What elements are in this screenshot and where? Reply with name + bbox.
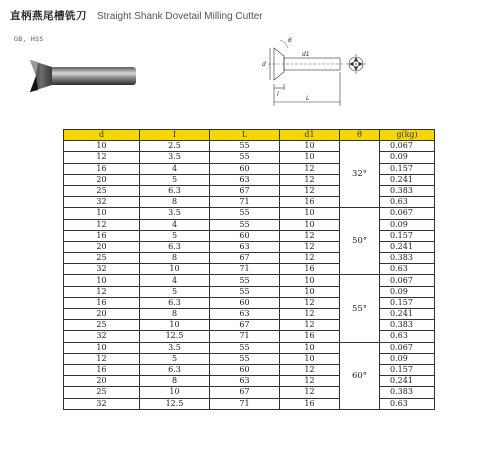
cell-i: 5 <box>140 174 210 185</box>
cell-i: 5 <box>140 353 210 364</box>
cell-weight: 0.383 <box>380 320 435 331</box>
cell-weight: 0.157 <box>380 230 435 241</box>
cell-d1: 12 <box>280 364 340 375</box>
cell-d: 10 <box>64 141 140 152</box>
cell-l: 63 <box>210 174 280 185</box>
cell-l: 55 <box>210 275 280 286</box>
cell-l: 67 <box>210 320 280 331</box>
cell-d1: 10 <box>280 208 340 219</box>
cell-l: 71 <box>210 197 280 208</box>
table-row <box>64 297 435 308</box>
cell-d1: 16 <box>280 264 340 275</box>
cell-d1: 16 <box>280 331 340 342</box>
cell-l: 60 <box>210 364 280 375</box>
dim-l: l <box>277 91 279 98</box>
cell-i: 4 <box>140 219 210 230</box>
cell-l: 60 <box>210 297 280 308</box>
cell-l: 71 <box>210 264 280 275</box>
cell-l: 55 <box>210 219 280 230</box>
cell-i: 10 <box>140 387 210 398</box>
table-row <box>64 241 435 252</box>
cell-l: 55 <box>210 208 280 219</box>
cell-i: 8 <box>140 197 210 208</box>
cell-angle: 55° <box>340 275 380 342</box>
col-header-weight: g(kg) <box>380 130 435 141</box>
table-row <box>64 275 435 286</box>
dim-theta: θ <box>288 37 292 44</box>
cell-weight: 0.157 <box>380 163 435 174</box>
cell-d1: 10 <box>280 219 340 230</box>
table-row <box>64 230 435 241</box>
cell-l: 63 <box>210 309 280 320</box>
cell-d1: 10 <box>280 275 340 286</box>
cell-i: 6.3 <box>140 364 210 375</box>
cell-d: 20 <box>64 241 140 252</box>
cell-i: 4 <box>140 275 210 286</box>
table-row <box>64 353 435 364</box>
cell-d: 10 <box>64 208 140 219</box>
cell-weight: 0.63 <box>380 398 435 409</box>
cell-d1: 16 <box>280 197 340 208</box>
cell-weight: 0.067 <box>380 275 435 286</box>
cell-d1: 10 <box>280 342 340 353</box>
table-row <box>64 398 435 409</box>
cell-i: 12.5 <box>140 398 210 409</box>
material-standard: GB, HSS <box>14 35 44 43</box>
title-row <box>10 8 263 23</box>
cell-weight: 0.09 <box>380 353 435 364</box>
table-row <box>64 208 435 219</box>
cell-d1: 12 <box>280 185 340 196</box>
cell-l: 55 <box>210 342 280 353</box>
cell-d: 32 <box>64 398 140 409</box>
cell-weight: 0.09 <box>380 219 435 230</box>
cell-d: 10 <box>64 275 140 286</box>
cell-weight: 0.09 <box>380 286 435 297</box>
cell-d: 20 <box>64 309 140 320</box>
spec-table <box>63 129 435 410</box>
table-body <box>64 141 435 410</box>
cell-d: 25 <box>64 253 140 264</box>
table-row <box>64 163 435 174</box>
col-header-d: d <box>64 130 140 141</box>
cell-weight: 0.09 <box>380 152 435 163</box>
cell-l: 67 <box>210 253 280 264</box>
cell-d1: 12 <box>280 387 340 398</box>
cell-i: 6.3 <box>140 297 210 308</box>
table-row <box>64 331 435 342</box>
cell-d: 10 <box>64 342 140 353</box>
table-row <box>64 253 435 264</box>
cell-i: 6.3 <box>140 241 210 252</box>
cell-d1: 12 <box>280 253 340 264</box>
cell-weight: 0.63 <box>380 264 435 275</box>
table-row <box>64 174 435 185</box>
cell-d1: 12 <box>280 320 340 331</box>
cell-weight: 0.63 <box>380 197 435 208</box>
title-chinese: 直柄燕尾槽铣刀 <box>10 10 87 22</box>
cell-i: 5 <box>140 286 210 297</box>
cell-l: 63 <box>210 376 280 387</box>
title-english: Straight Shank Dovetail Milling Cutter <box>97 11 263 22</box>
cell-i: 8 <box>140 309 210 320</box>
table-row <box>64 197 435 208</box>
table-row <box>64 152 435 163</box>
cell-weight: 0.157 <box>380 364 435 375</box>
cell-d1: 12 <box>280 163 340 174</box>
cell-d: 12 <box>64 219 140 230</box>
cell-i: 6.3 <box>140 185 210 196</box>
cell-l: 60 <box>210 230 280 241</box>
col-header-i: I <box>140 130 210 141</box>
cell-i: 10 <box>140 264 210 275</box>
cell-d: 25 <box>64 320 140 331</box>
cell-i: 3.5 <box>140 342 210 353</box>
cell-d: 25 <box>64 387 140 398</box>
cell-d1: 10 <box>280 353 340 364</box>
cell-d1: 12 <box>280 297 340 308</box>
dim-L: L <box>306 95 310 102</box>
col-header-angle: θ <box>340 130 380 141</box>
col-header-l: L <box>210 130 280 141</box>
cell-i: 5 <box>140 230 210 241</box>
cell-d1: 10 <box>280 152 340 163</box>
cell-d1: 12 <box>280 230 340 241</box>
cell-d1: 12 <box>280 309 340 320</box>
cell-d1: 16 <box>280 398 340 409</box>
cell-l: 63 <box>210 241 280 252</box>
cell-angle: 50° <box>340 208 380 275</box>
cell-d1: 10 <box>280 286 340 297</box>
cell-i: 8 <box>140 376 210 387</box>
cell-d: 12 <box>64 152 140 163</box>
cell-d1: 12 <box>280 241 340 252</box>
cell-d: 12 <box>64 286 140 297</box>
cell-weight: 0.067 <box>380 208 435 219</box>
cell-weight: 0.241 <box>380 174 435 185</box>
cell-weight: 0.241 <box>380 309 435 320</box>
table-row <box>64 364 435 375</box>
cell-angle: 32° <box>340 141 380 208</box>
dim-d: d <box>262 61 266 68</box>
cell-i: 12.5 <box>140 331 210 342</box>
cell-i: 3.5 <box>140 208 210 219</box>
table-row <box>64 185 435 196</box>
table-row <box>64 286 435 297</box>
cell-d: 25 <box>64 185 140 196</box>
cell-d: 32 <box>64 331 140 342</box>
col-header-d1: d1 <box>280 130 340 141</box>
cell-l: 55 <box>210 141 280 152</box>
cutter-photo <box>28 58 140 94</box>
technical-drawing <box>260 28 370 108</box>
cell-l: 55 <box>210 353 280 364</box>
cell-l: 67 <box>210 387 280 398</box>
cell-weight: 0.157 <box>380 297 435 308</box>
cell-l: 71 <box>210 331 280 342</box>
cell-d: 16 <box>64 163 140 174</box>
cell-d: 12 <box>64 353 140 364</box>
cell-d: 20 <box>64 376 140 387</box>
header-row <box>64 130 435 141</box>
table-row <box>64 264 435 275</box>
cell-i: 3.5 <box>140 152 210 163</box>
cell-angle: 60° <box>340 342 380 409</box>
cell-d1: 12 <box>280 174 340 185</box>
cell-d: 32 <box>64 197 140 208</box>
cell-l: 71 <box>210 398 280 409</box>
table-row <box>64 141 435 152</box>
cell-weight: 0.63 <box>380 331 435 342</box>
cell-d: 20 <box>64 174 140 185</box>
cell-d: 32 <box>64 264 140 275</box>
cell-d: 16 <box>64 230 140 241</box>
cell-l: 55 <box>210 152 280 163</box>
cell-weight: 0.383 <box>380 185 435 196</box>
cell-weight: 0.067 <box>380 342 435 353</box>
cell-i: 4 <box>140 163 210 174</box>
cell-l: 67 <box>210 185 280 196</box>
cell-d1: 12 <box>280 376 340 387</box>
table-row <box>64 320 435 331</box>
spec-table-container <box>63 129 434 410</box>
cell-weight: 0.383 <box>380 387 435 398</box>
cell-i: 2.5 <box>140 141 210 152</box>
cell-weight: 0.241 <box>380 241 435 252</box>
cell-d: 16 <box>64 364 140 375</box>
dim-d1: d1 <box>302 51 310 58</box>
cell-d: 16 <box>64 297 140 308</box>
cell-weight: 0.383 <box>380 253 435 264</box>
cell-l: 60 <box>210 163 280 174</box>
cell-l: 55 <box>210 286 280 297</box>
cell-i: 10 <box>140 320 210 331</box>
cell-weight: 0.067 <box>380 141 435 152</box>
table-row <box>64 342 435 353</box>
table-row <box>64 309 435 320</box>
cell-weight: 0.241 <box>380 376 435 387</box>
cell-d1: 10 <box>280 141 340 152</box>
table-row <box>64 219 435 230</box>
table-row <box>64 387 435 398</box>
cell-i: 8 <box>140 253 210 264</box>
table-row <box>64 376 435 387</box>
